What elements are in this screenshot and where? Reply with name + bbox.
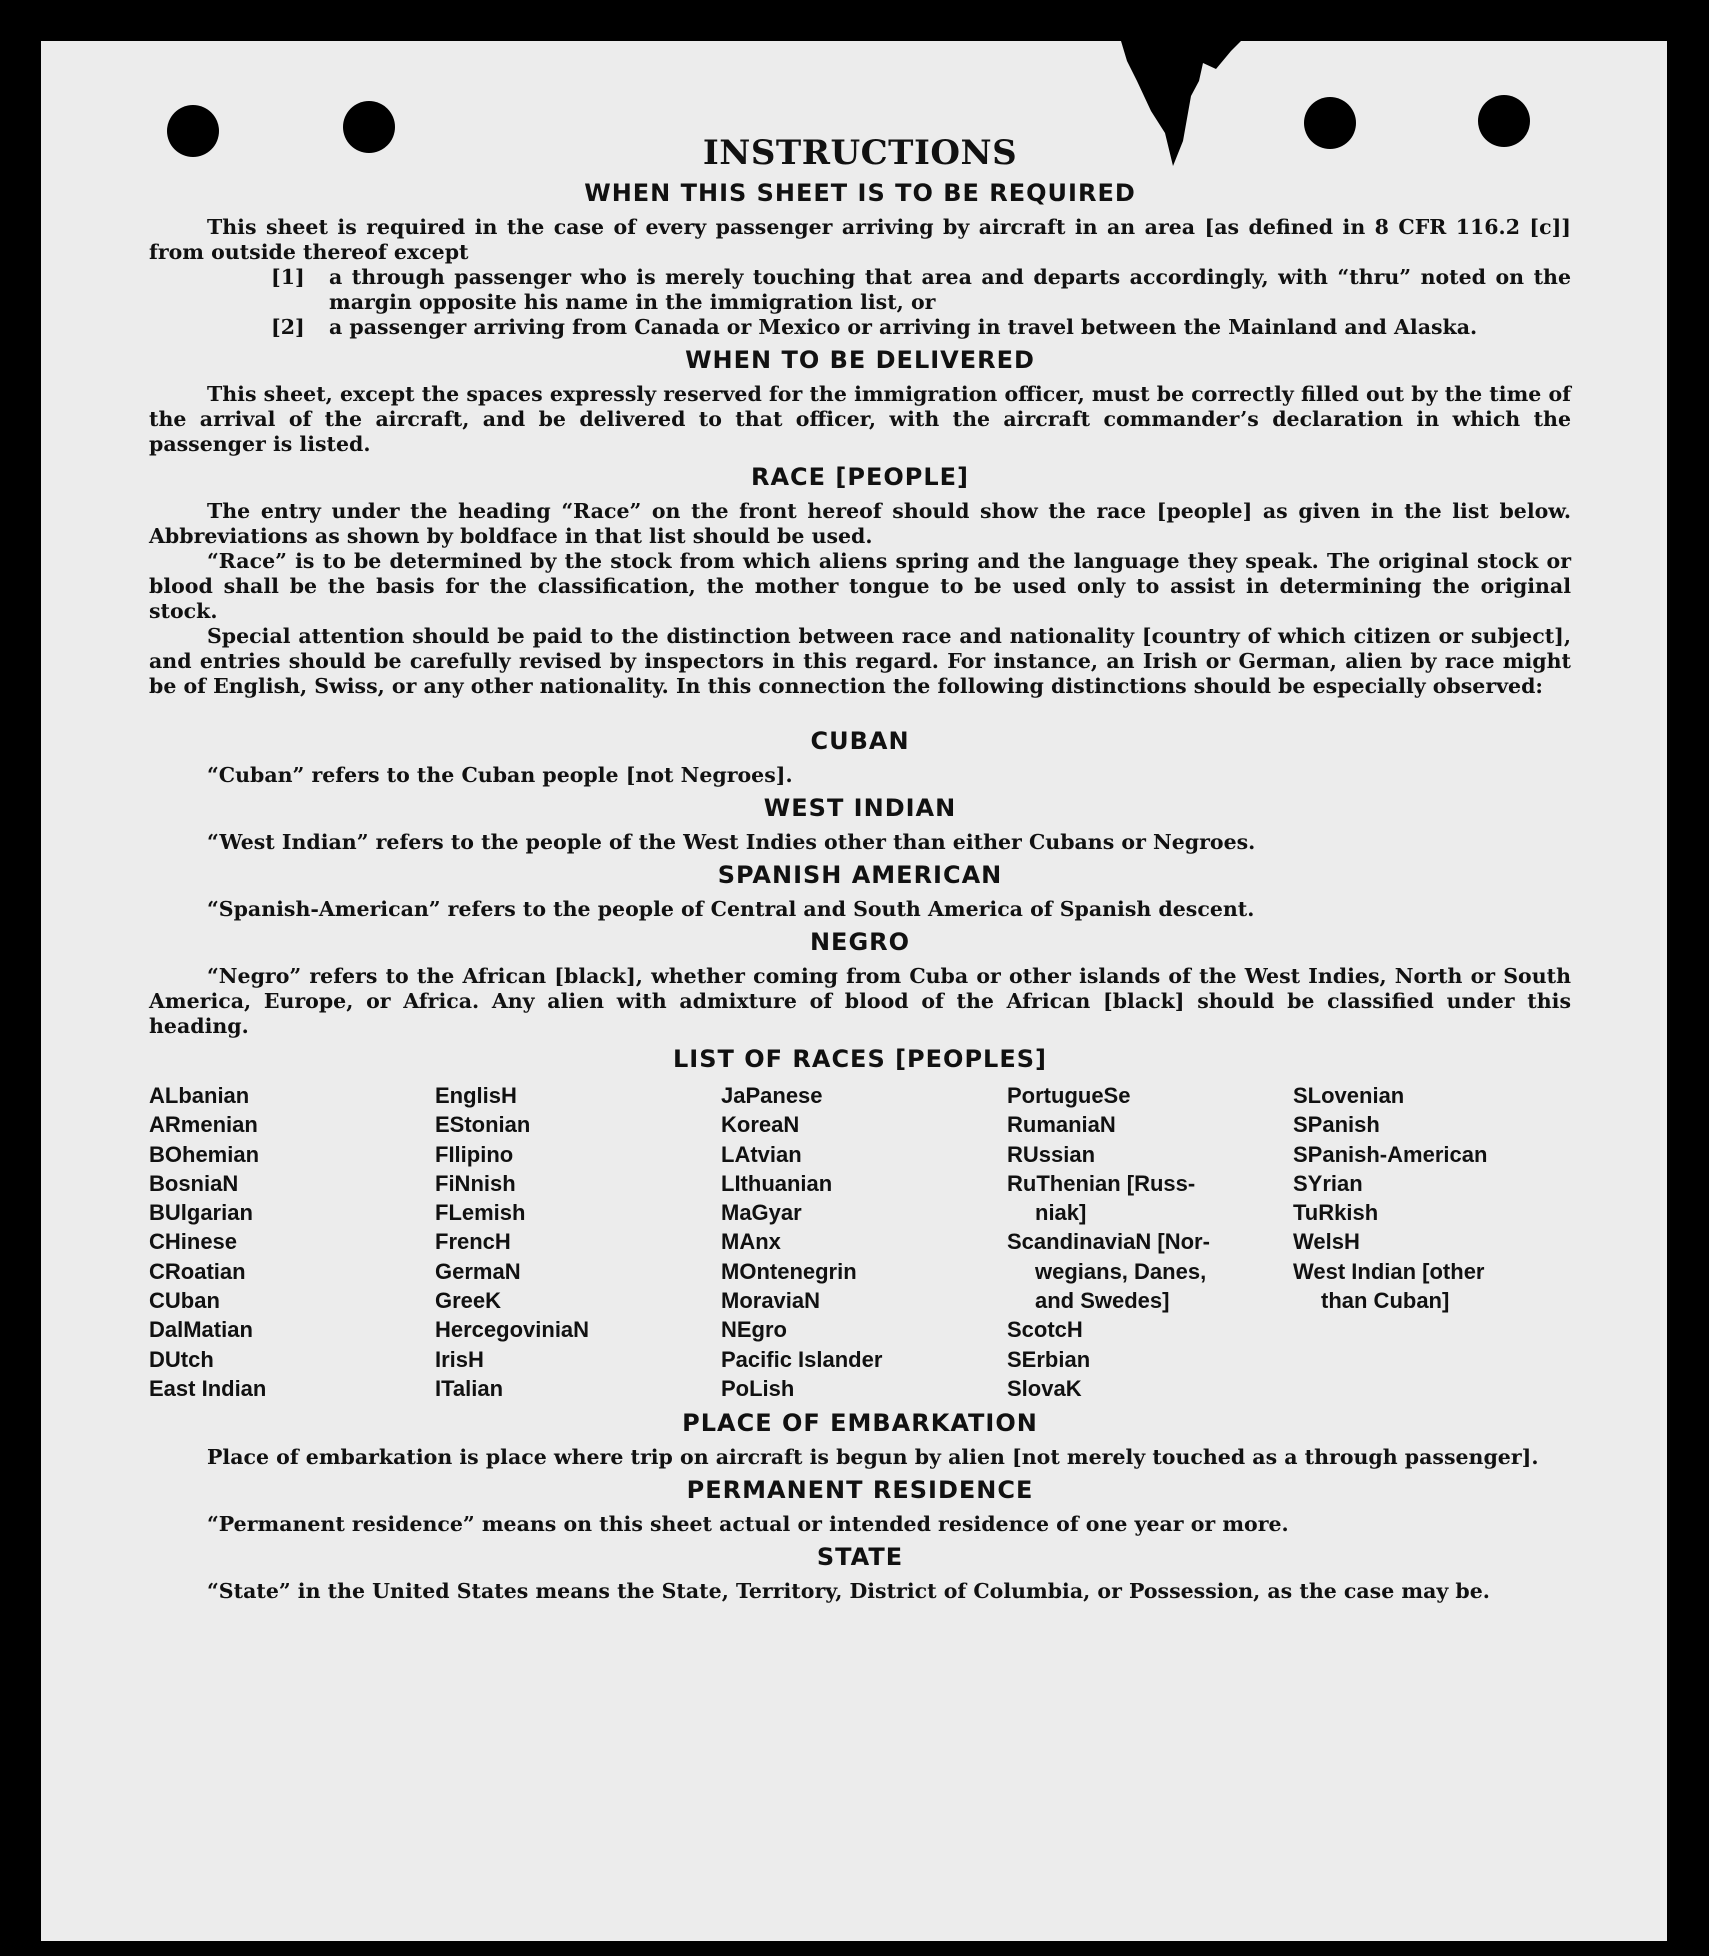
race-entry: GermaN [435, 1258, 521, 1284]
heading-spanish-american: SPANISH AMERICAN [717, 861, 1003, 889]
race-entry: SErbian [1007, 1346, 1091, 1372]
race-entry: CUban [149, 1288, 220, 1314]
race-list [149, 1081, 1571, 1403]
exception-number: [2] [271, 315, 305, 339]
page-title: INSTRUCTIONS [702, 133, 1018, 173]
race-entry: MoraviaN [721, 1288, 821, 1314]
race-paragraph: Special attention should be paid to the distinction between race and nationality [country of which citizen or subject], and entries should be carefully revised by inspectors in this regard. For instance, an Irish or German, alien by race might be of English, Swiss, or any other nationality. In this connection the following distinctions should be especially observed: [149, 624, 1571, 698]
race-entry: NEgro [721, 1317, 787, 1343]
race-entry: ITalian [435, 1375, 504, 1401]
race-entry: FiNnish [435, 1170, 516, 1196]
race-entry: LAtvian [721, 1141, 802, 1167]
exception-item [149, 265, 1571, 315]
race-entry: LIthuanian [721, 1170, 833, 1196]
exception-number: [1] [271, 265, 305, 289]
race-entry: FLemish [435, 1200, 526, 1226]
race-column [1007, 1081, 1293, 1403]
race-entry: TuRkish [1293, 1200, 1379, 1226]
exception-item [149, 315, 1571, 340]
race-entry: BOhemian [149, 1141, 260, 1167]
race-entry: Pacific Islander [721, 1346, 883, 1372]
race-entry: BUlgarian [149, 1200, 253, 1226]
race-entry: EnglisH [435, 1083, 517, 1108]
race-entry: DalMatian [149, 1317, 253, 1343]
race-entry: KoreaN [721, 1112, 800, 1138]
race-entry: wegians, Danes, [1035, 1258, 1207, 1284]
heading-state: STATE [816, 1543, 904, 1572]
race-entry: PortugueSe [1007, 1083, 1131, 1108]
race-entry: than Cuban] [1321, 1288, 1450, 1314]
race-entry: MOntenegrin [721, 1258, 857, 1284]
race-entry: BosniaN [149, 1170, 239, 1196]
race-entry: ScotcH [1007, 1317, 1083, 1343]
race-entry: SPanish [1293, 1112, 1380, 1138]
race-paragraph: “Race” is to be determined by the stock from which aliens spring and the language they speak. The original stock or blood shall be the basis for the classification, the mother tongue to be used only to assist in determining the original stock. [149, 549, 1571, 623]
embarkation-text: Place of embarkation is place where trip on aircraft is begun by alien [not merely touched as a through passenger]. [207, 1445, 1539, 1470]
exception-text: a through passenger who is merely touching that area and departs accordingly, with “thru” noted on the margin opposite his name in the immigration list, or [329, 265, 1571, 314]
race-column [721, 1081, 1007, 1403]
heading-embarkation: PLACE OF EMBARKATION [682, 1409, 1038, 1438]
race-entry: SLovenian [1293, 1083, 1405, 1108]
race-entry: IrisH [435, 1346, 484, 1372]
heading-when-delivered: WHEN TO BE DELIVERED [685, 346, 1035, 374]
heading-permanent-residence: PERMANENT RESIDENCE [686, 1476, 1034, 1505]
state-text: “State” in the United States means the State, Territory, District of Columbia, or Possession, as the case may be. [207, 1579, 1490, 1604]
race-entry: HercegoviniaN [435, 1317, 590, 1343]
heading-race: RACE [PEOPLE] [750, 463, 970, 491]
west-indian-text: “West Indian” refers to the people of the West Indies other than either Cubans or Negroes. [207, 830, 1256, 854]
required-intro: This sheet is required in the case of every passenger arriving by aircraft in an area [as defined in 8 CFR 116.2 [c]] from outside thereof except [149, 215, 1571, 264]
race-entry: PoLish [721, 1375, 795, 1401]
race-entry: RuThenian [Russ- [1007, 1170, 1196, 1196]
race-entry: FrencH [435, 1229, 511, 1255]
race-entry: CHinese [149, 1229, 238, 1255]
race-entry: MaGyar [721, 1200, 802, 1226]
race-entry: DUtch [149, 1346, 214, 1372]
race-entry: SPanish-American [1293, 1141, 1488, 1167]
race-paragraph: The entry under the heading “Race” on the front hereof should show the race [people] as given in the list below. Abbreviations as shown by boldface in that list should be used. [149, 499, 1571, 548]
race-entry: ALbanian [149, 1083, 250, 1108]
race-entry: RumaniaN [1007, 1112, 1116, 1138]
cuban-text: “Cuban” refers to the Cuban people [not Negroes]. [207, 763, 793, 787]
race-column [149, 1081, 435, 1403]
race-entry: JaPanese [721, 1083, 823, 1108]
race-entry: MAnx [721, 1229, 781, 1255]
race-entry: RUssian [1007, 1141, 1096, 1167]
heading-cuban: CUBAN [810, 727, 910, 755]
race-column [1293, 1081, 1579, 1403]
race-entry: EStonian [435, 1112, 531, 1138]
race-entry: and Swedes] [1035, 1288, 1170, 1314]
race-entry: East Indian [149, 1375, 267, 1401]
race-entry: CRoatian [149, 1258, 246, 1284]
heading-when-required: WHEN THIS SHEET IS TO BE REQUIRED [584, 179, 1136, 207]
race-entry: niak] [1035, 1200, 1087, 1226]
delivered-text: This sheet, except the spaces expressly reserved for the immigration officer, must be correctly filled out by the time of the arrival of the aircraft, and be delivered to that officer, with the aircraft commander’s declaration in which the passenger is listed. [149, 382, 1571, 456]
spanish-american-text: “Spanish-American” refers to the people of Central and South America of Spanish descent. [207, 897, 1255, 921]
negro-text: “Negro” refers to the African [black], whether coming from Cuba or other islands of the West Indies, North or South America, Europe, or Africa. Any alien with admixture of blood of the African [black] should be classified under this heading. [149, 964, 1571, 1038]
heading-west-indian: WEST INDIAN [763, 794, 957, 822]
race-column [435, 1081, 721, 1403]
race-entry: WelsH [1293, 1229, 1360, 1255]
race-entry: ARmenian [149, 1112, 258, 1138]
race-entry: GreeK [435, 1288, 502, 1314]
document-page [41, 41, 1667, 1941]
race-entry: West Indian [other [1293, 1258, 1485, 1284]
race-entry: SYrian [1293, 1170, 1363, 1196]
residence-text: “Permanent residence” means on this sheet actual or intended residence of one year or more. [207, 1512, 1289, 1537]
race-entry: ScandinaviaN [Nor- [1007, 1229, 1210, 1255]
instructions-content [149, 133, 1571, 1604]
race-entry: SlovaK [1007, 1375, 1082, 1401]
heading-negro: NEGRO [809, 928, 911, 956]
race-entry: FIlipino [435, 1141, 514, 1167]
exception-text: a passenger arriving from Canada or Mexico or arriving in travel between the Mainland and Alaska. [329, 315, 1478, 339]
heading-list-of-races: LIST OF RACES [PEOPLES] [673, 1045, 1047, 1073]
